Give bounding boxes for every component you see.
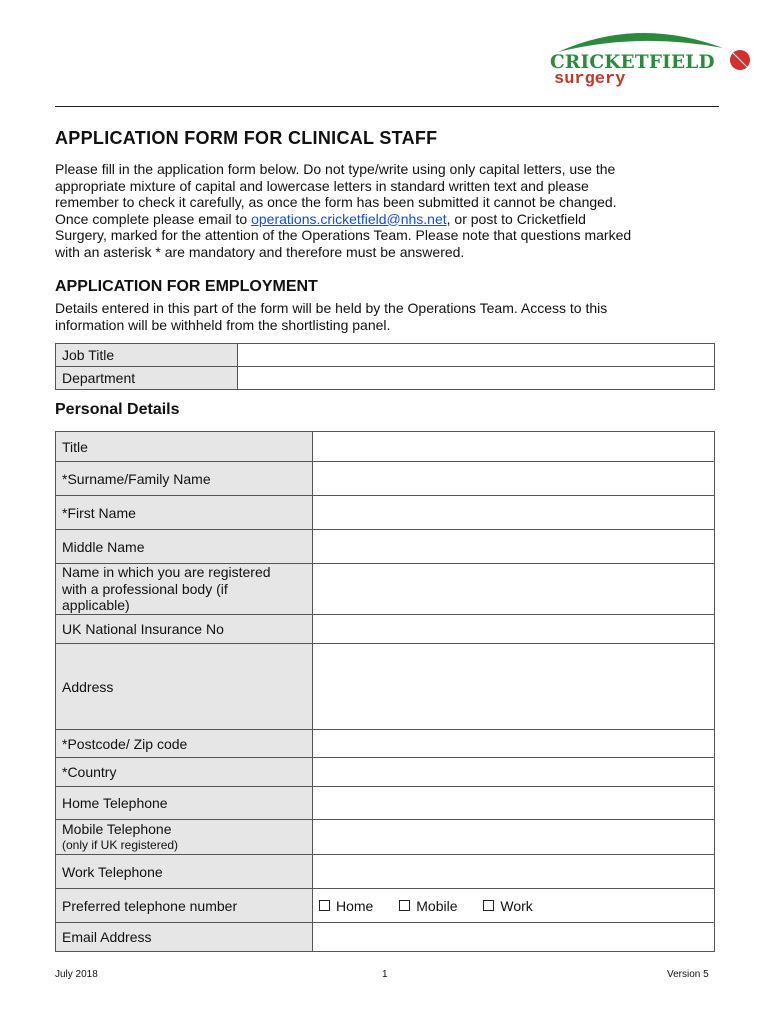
table-row (56, 787, 715, 820)
description-line: information will be withheld from the shortlisting panel. (55, 316, 391, 333)
option-home[interactable] (319, 898, 373, 914)
mobile-telephone-label (56, 820, 313, 855)
option-label: Home (336, 897, 374, 914)
registered-name-field[interactable] (313, 564, 715, 615)
label-line: with a professional body (if (62, 580, 228, 597)
checkbox-icon[interactable] (399, 900, 410, 911)
checkbox-icon[interactable] (319, 900, 330, 911)
footer-version: Version 5 (667, 969, 709, 980)
table-row (56, 820, 715, 855)
table-row (56, 644, 715, 730)
email-link[interactable]: operations.cricketfield@nhs.net (251, 210, 447, 227)
department-label: Department (56, 367, 238, 390)
job-title-label: Job Title (56, 344, 238, 367)
department-field[interactable] (238, 367, 715, 390)
employment-table (55, 343, 715, 390)
home-telephone-field[interactable] (313, 787, 715, 820)
first-name-field[interactable] (313, 496, 715, 530)
footer-page-number: 1 (382, 969, 388, 980)
surname-field[interactable] (313, 462, 715, 496)
middle-name-label: Middle Name (56, 530, 313, 564)
intro-line (55, 211, 727, 228)
table-row (56, 530, 715, 564)
ni-number-field[interactable] (313, 615, 715, 644)
personal-details-title: Personal Details (55, 401, 180, 418)
employment-description (55, 300, 607, 333)
table-row (56, 432, 715, 462)
table-row (56, 462, 715, 496)
table-row (56, 758, 715, 787)
employment-section-title: APPLICATION FOR EMPLOYMENT (55, 278, 318, 295)
first-name-label: *First Name (56, 496, 313, 530)
option-label: Mobile (416, 897, 458, 914)
table-row (56, 367, 715, 390)
address-label: Address (56, 644, 313, 730)
page-title: APPLICATION FORM FOR CLINICAL STAFF (55, 128, 438, 148)
label-line: Name in which you are registered (62, 564, 271, 581)
title-label: Title (56, 432, 313, 462)
home-telephone-label: Home Telephone (56, 787, 313, 820)
postcode-field[interactable] (313, 730, 715, 758)
table-row (56, 923, 715, 952)
email-address-label: Email Address (56, 923, 313, 952)
label-note: (only if UK registered) (62, 838, 179, 852)
intro-text: Once complete please email to (55, 210, 252, 227)
intro-line: appropriate mixture of capital and lowercase letters in standard written text and please (55, 177, 589, 194)
personal-details-table (55, 431, 715, 952)
country-field[interactable] (313, 758, 715, 787)
preferred-telephone-options (313, 889, 715, 923)
table-row (56, 730, 715, 758)
table-row (56, 855, 715, 889)
logo-name: CRICKETFIELD (550, 52, 715, 73)
intro-line: Surgery, marked for the attention of the Operations Team. Please note that questions marked (55, 227, 632, 243)
table-row (56, 889, 715, 923)
checkbox-icon[interactable] (483, 900, 494, 911)
intro-paragraph (55, 161, 727, 260)
label-line: applicable) (62, 597, 130, 614)
work-telephone-field[interactable] (313, 855, 715, 889)
header-rule (55, 106, 719, 107)
logo-subtitle: surgery (554, 70, 626, 89)
title-field[interactable] (313, 432, 715, 462)
table-row (56, 615, 715, 644)
work-telephone-label: Work Telephone (56, 855, 313, 889)
registered-name-label (56, 564, 313, 615)
option-mobile[interactable] (399, 898, 457, 914)
cricketfield-logo (548, 22, 758, 94)
mobile-telephone-field[interactable] (313, 820, 715, 855)
table-row (56, 344, 715, 367)
intro-text: , or post to Cricketfield (446, 210, 586, 227)
ni-number-label: UK National Insurance No (56, 615, 313, 644)
footer-date: July 2018 (55, 969, 98, 980)
table-row (56, 564, 715, 615)
table-row (56, 496, 715, 530)
intro-line: Please fill in the application form below. Do not type/write using only capital letters, use the (55, 161, 616, 177)
intro-line: with an asterisk * are mandatory and therefore must be answered. (55, 243, 465, 260)
postcode-label: *Postcode/ Zip code (56, 730, 313, 758)
option-work[interactable] (483, 898, 532, 914)
surname-label: *Surname/Family Name (56, 462, 313, 496)
intro-line: remember to check it carefully, as once the form has been submitted it cannot be changed. (55, 194, 617, 210)
address-field[interactable] (313, 644, 715, 730)
email-address-field[interactable] (313, 923, 715, 952)
country-label: *Country (56, 758, 313, 787)
preferred-telephone-label: Preferred telephone number (56, 889, 313, 923)
job-title-field[interactable] (238, 344, 715, 367)
option-label: Work (500, 897, 533, 914)
label-line: Mobile Telephone (62, 821, 172, 837)
middle-name-field[interactable] (313, 530, 715, 564)
description-line: Details entered in this part of the form will be held by the Operations Team. Access to this (55, 300, 608, 316)
